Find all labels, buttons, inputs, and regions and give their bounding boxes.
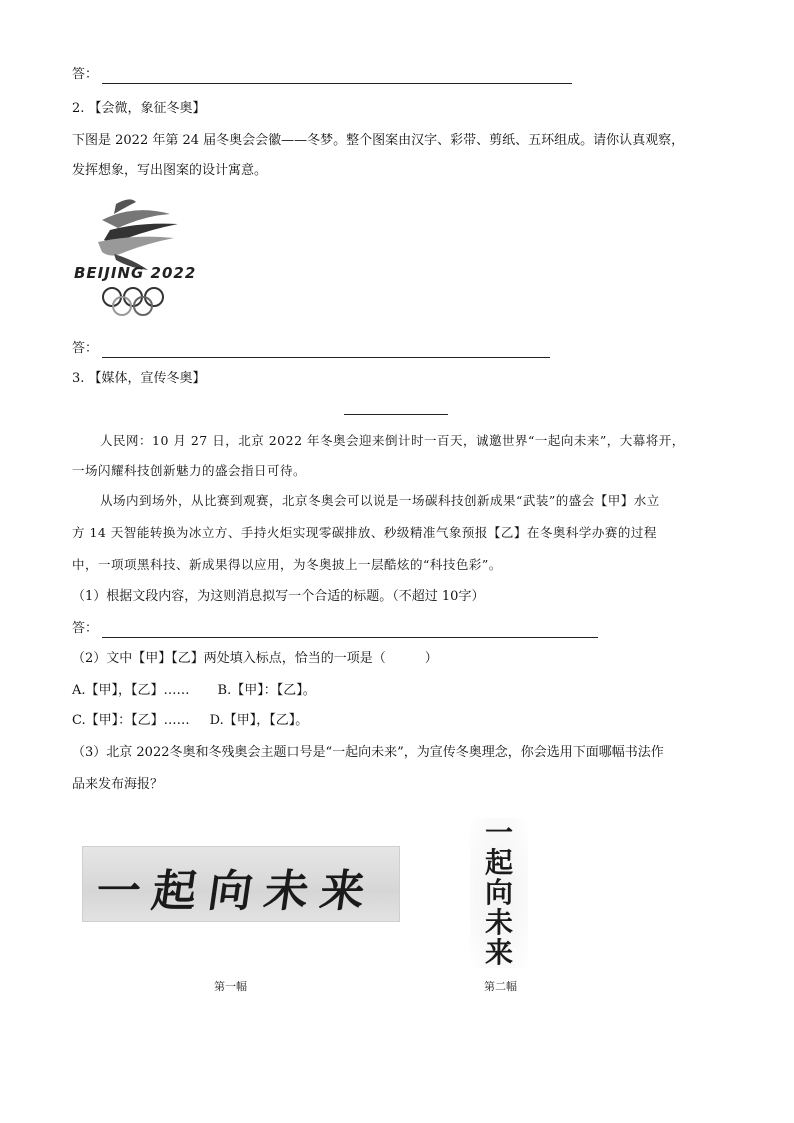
q3-sub3-line2: 品来发布海报？	[72, 777, 164, 792]
caption-second: 第二幅	[484, 980, 517, 993]
calligraphy-char: 一	[484, 816, 513, 849]
q2-body-line2: 发挥想象，写出图案的设计寓意。	[72, 163, 268, 178]
answer-label: 答：	[72, 341, 99, 356]
winter-olympics-emblem	[74, 190, 204, 322]
q3-sub1-answer-blank[interactable]	[102, 623, 598, 638]
q3-sub2: （2）文中【甲】【乙】两处填入标点，恰当的一项是（ ）	[72, 651, 438, 666]
calligraphy-char: 向	[484, 876, 513, 909]
answer-label: 答：	[72, 621, 99, 636]
passage-title-blank[interactable]	[344, 414, 448, 415]
q3-sub1: （1）根据文段内容，为这则消息拟写一个合适的标题。（不超过 10字）	[72, 589, 485, 604]
calligraphy-char: 来	[484, 936, 513, 969]
calligraphy-char: 未	[484, 906, 513, 939]
passage-p2-line2: 方 14 天智能转换为冰立方、手持火炬实现零碳排放、秒级精准气象预报【乙】在冬奥科学办赛的过程	[72, 525, 657, 540]
calligraphy-char: 起	[484, 846, 513, 879]
passage-p1-line1: 人民网：10 月 27 日，北京 2022 年冬奥会迎来倒计时一百天，诚邀世界“一起向未来”，大幕将开，	[100, 433, 685, 448]
passage-p1-line2: 一场闪耀科技创新魅力的盛会指日可待。	[72, 463, 307, 478]
q1-answer-blank[interactable]	[102, 69, 572, 84]
olympic-rings-icon	[100, 286, 180, 320]
option-c[interactable]: C.【甲】：【乙】……	[72, 713, 190, 728]
q3-heading: 3. 【媒体，宣传冬奥】	[72, 371, 206, 386]
q2-heading: 2. 【会微，象征冬奥】	[72, 101, 206, 116]
q2-body-line1: 下图是 2022 年第 24 届冬奥会会徽——冬梦。整个图案由汉字、彩带、剪纸、五环组成。请你认真观察，	[72, 133, 685, 148]
q1-answer-row	[72, 66, 572, 84]
calligraphy-vertical[interactable]	[470, 818, 528, 968]
option-b[interactable]: B.【甲】：【乙】。	[217, 683, 316, 698]
passage-p2-line1: 从场内到场外，从比赛到观赛，北京冬奥会可以说是一场碳科技创新成果“武装”的盛会【甲】水立	[100, 493, 660, 508]
options-row-2	[72, 712, 308, 730]
emblem-text: BEIJING 2022	[74, 264, 197, 282]
option-d[interactable]: D.【甲】，【乙】。	[209, 713, 309, 728]
q2-answer-row	[72, 340, 550, 358]
calligraphy-horizontal-text: 一起向未来	[92, 866, 380, 917]
q3-sub3-line1: （3）北京 2022冬奥和冬残奥会主题口号是“一起向未来”，为宣传冬奥理念，你会选用下面哪幅书法作	[72, 745, 664, 760]
answer-label: 答：	[72, 67, 99, 82]
options-row-1	[72, 682, 316, 700]
calligraphy-horizontal[interactable]	[82, 846, 400, 922]
option-a[interactable]: A.【甲】，【乙】……	[72, 683, 190, 698]
q2-answer-blank[interactable]	[102, 343, 550, 358]
caption-first: 第一幅	[214, 980, 247, 993]
passage-p2-line3: 中，一项项黑科技、新成果得以应用，为冬奥披上一层酷炫的“科技色彩”。	[72, 557, 502, 572]
q3-sub1-answer-row	[72, 620, 598, 638]
